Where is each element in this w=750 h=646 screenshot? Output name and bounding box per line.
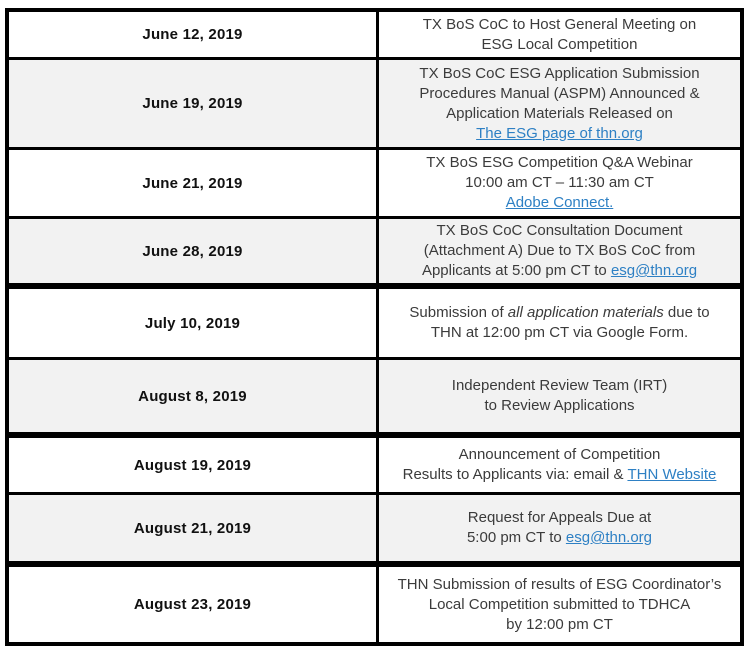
text-segment: 10:00 am CT – 11:30 am CT bbox=[465, 174, 654, 191]
text-segment: by 12:00 pm CT bbox=[506, 615, 613, 633]
event-description bbox=[378, 359, 743, 436]
description-line bbox=[385, 15, 734, 35]
description-line bbox=[385, 241, 734, 261]
event-date: August 8, 2019 bbox=[7, 359, 378, 436]
text-segment: all application materials bbox=[507, 304, 664, 321]
text-segment: Results to Applicants via: email & bbox=[402, 466, 628, 483]
text-segment: due to bbox=[663, 304, 710, 321]
text-segment: TX BoS CoC ESG Application Submission bbox=[419, 64, 700, 82]
description-line bbox=[385, 303, 734, 323]
table-row bbox=[7, 435, 742, 494]
event-date: June 21, 2019 bbox=[7, 149, 378, 218]
schedule-table-body bbox=[7, 10, 742, 644]
description-line bbox=[385, 104, 734, 124]
table-row bbox=[7, 218, 742, 287]
description-line bbox=[385, 35, 734, 55]
event-description bbox=[378, 435, 743, 494]
description-line bbox=[385, 396, 734, 416]
table-row bbox=[7, 359, 742, 436]
description-line bbox=[385, 528, 734, 548]
text-segment: (Attachment A) Due to TX BoS CoC from bbox=[423, 242, 696, 259]
adobe-connect-link[interactable]: Adobe Connect. bbox=[505, 194, 614, 211]
description-line bbox=[385, 193, 734, 213]
text-segment: Procedures Manual (ASPM) Announced & bbox=[419, 84, 700, 102]
event-description bbox=[378, 149, 743, 218]
event-description bbox=[378, 59, 743, 149]
table-row bbox=[7, 59, 742, 149]
text-segment: Application Materials Released on bbox=[446, 104, 673, 122]
description-line bbox=[385, 261, 734, 281]
esg-email-link[interactable]: esg@thn.org bbox=[610, 262, 698, 279]
text-segment: THN at 12:00 pm CT via Google Form. bbox=[430, 324, 689, 341]
thn-website-link[interactable]: THN Website bbox=[627, 466, 717, 483]
text-segment: to Review Applications bbox=[484, 397, 635, 414]
table-row bbox=[7, 149, 742, 218]
text-segment: Announcement of Competition bbox=[458, 446, 661, 463]
event-description bbox=[378, 564, 743, 644]
event-date: July 10, 2019 bbox=[7, 286, 378, 359]
text-segment: TX BoS CoC Consultation Document bbox=[436, 222, 683, 239]
event-description bbox=[378, 286, 743, 359]
description-line bbox=[385, 153, 734, 173]
schedule-table bbox=[5, 8, 744, 646]
description-line bbox=[385, 595, 734, 615]
table-row bbox=[7, 286, 742, 359]
event-description bbox=[378, 218, 743, 287]
description-line bbox=[385, 445, 734, 465]
esg-email-link[interactable]: esg@thn.org bbox=[565, 529, 653, 546]
description-line bbox=[385, 508, 734, 528]
text-segment: Request for Appeals Due at bbox=[467, 509, 652, 526]
event-date: August 23, 2019 bbox=[7, 564, 378, 644]
text-segment: 5:00 pm CT to bbox=[466, 529, 566, 546]
text-segment: Independent Review Team (IRT) bbox=[451, 377, 668, 394]
event-description bbox=[378, 494, 743, 565]
table-row bbox=[7, 564, 742, 644]
table-row bbox=[7, 494, 742, 565]
description-line bbox=[385, 173, 734, 193]
event-date: August 19, 2019 bbox=[7, 435, 378, 494]
event-date: June 19, 2019 bbox=[7, 59, 378, 149]
text-segment: Local Competition submitted to TDHCA bbox=[428, 595, 691, 613]
esg-page-link[interactable]: The ESG page of thn.org bbox=[476, 124, 643, 142]
text-segment: Submission of bbox=[409, 304, 508, 321]
description-line bbox=[385, 124, 734, 144]
table-row bbox=[7, 10, 742, 59]
description-line bbox=[385, 64, 734, 84]
description-line bbox=[385, 84, 734, 104]
text-segment: ESG Local Competition bbox=[481, 35, 638, 53]
description-line bbox=[385, 376, 734, 396]
description-line bbox=[385, 221, 734, 241]
event-description bbox=[378, 10, 743, 59]
text-segment: Applicants at 5:00 pm CT to bbox=[421, 262, 611, 279]
description-line bbox=[385, 615, 734, 635]
event-date: June 12, 2019 bbox=[7, 10, 378, 59]
event-date: August 21, 2019 bbox=[7, 494, 378, 565]
text-segment: THN Submission of results of ESG Coordinator’s bbox=[397, 575, 722, 593]
text-segment: TX BoS ESG Competition Q&A Webinar bbox=[426, 154, 693, 171]
description-line bbox=[385, 323, 734, 343]
event-date: June 28, 2019 bbox=[7, 218, 378, 287]
description-line bbox=[385, 465, 734, 485]
text-segment: TX BoS CoC to Host General Meeting on bbox=[422, 15, 697, 33]
description-line bbox=[385, 575, 734, 595]
